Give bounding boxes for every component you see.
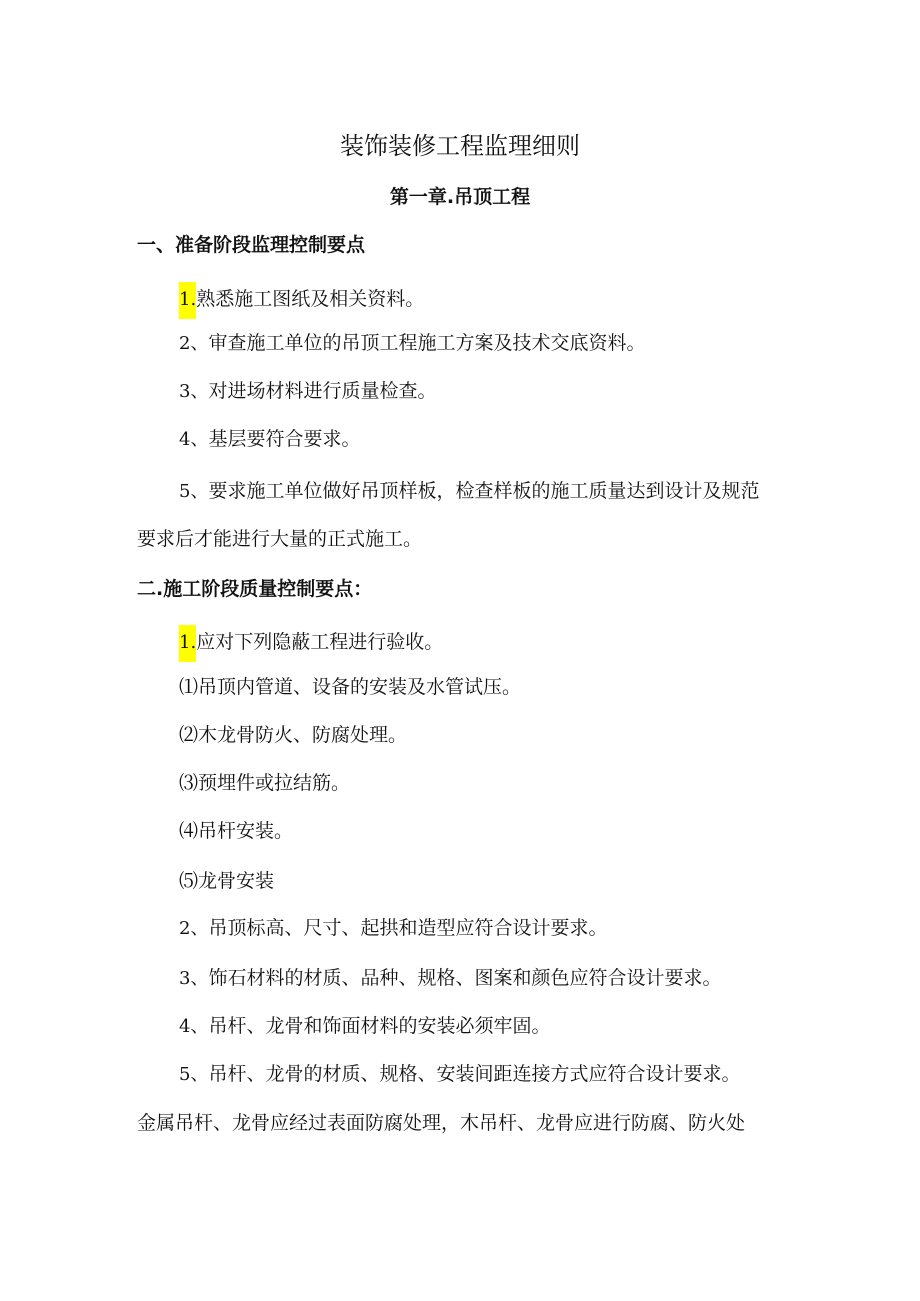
const-item-2-text: 吊顶标高、尺寸、起拱和造型应符合设计要求。 [208,917,608,939]
prep-item-5-text: 要求施工单位做好吊顶样板，检查样板的施工质量达到设计及规范 [208,480,760,502]
section-heading-construction: 二.施工阶段质量控制要点： [137,578,373,600]
subitem-3: ⑶预埋件或拉结筋。 [179,772,351,794]
item-number: 4、 [179,1016,209,1037]
item-number: 2、 [179,333,209,354]
item-number: 5、 [179,481,209,502]
prep-item-4-text: 基层要符合要求。 [208,428,361,450]
const-item-1 [179,625,443,662]
prep-item-1-text: 熟悉施工图纸及相关资料。 [196,288,425,310]
const-item-5 [179,1061,740,1088]
subitem-5: ⑸龙骨安装 [179,870,275,892]
document-title: 装饰装修工程监理细则 [340,132,580,160]
highlighted-item-number: 1. [179,282,196,319]
subitem-4: ⑷吊杆安装。 [179,820,294,842]
const-item-1-text: 应对下列隐蔽工程进行验收。 [196,631,444,653]
highlighted-item-number: 1. [179,625,196,662]
prep-item-4 [179,426,360,453]
const-item-4-text: 吊杆、龙骨和饰面材料的安装必须牢固。 [208,1015,551,1037]
subitem-2: ⑵木龙骨防火、防腐处理。 [179,724,408,746]
prep-item-2 [179,330,645,357]
item-number: 3、 [179,968,209,989]
prep-item-5 [179,478,759,505]
item-number: 2、 [179,918,209,939]
const-item-3-text: 饰石材料的材质、品种、规格、图案和颜色应符合设计要求。 [208,967,722,989]
const-item-5-text: 吊杆、龙骨的材质、规格、安装间距连接方式应符合设计要求。 [208,1063,741,1085]
prep-item-2-text: 审查施工单位的吊顶工程施工方案及技术交底资料。 [208,332,646,354]
item-number: 4、 [179,429,209,450]
prep-item-5-continued: 要求后才能进行大量的正式施工。 [137,528,423,550]
const-item-3 [179,965,721,992]
subitem-1: ⑴吊顶内管道、设备的安装及水管试压。 [179,676,522,698]
const-item-4 [179,1013,550,1040]
section-heading-preparation: 一、准备阶段监理控制要点 [137,234,366,256]
prep-item-3 [179,378,436,405]
prep-item-1 [179,282,424,319]
chapter-heading: 第一章.吊顶工程 [389,186,531,208]
const-item-2 [179,915,607,942]
item-number: 3、 [179,381,209,402]
prep-item-3-text: 对进场材料进行质量检查。 [208,380,437,402]
const-item-5-continued: 金属吊杆、龙骨应经过表面防腐处理，木吊杆、龙骨应进行防腐、防火处 [137,1112,746,1134]
item-number: 5、 [179,1064,209,1085]
